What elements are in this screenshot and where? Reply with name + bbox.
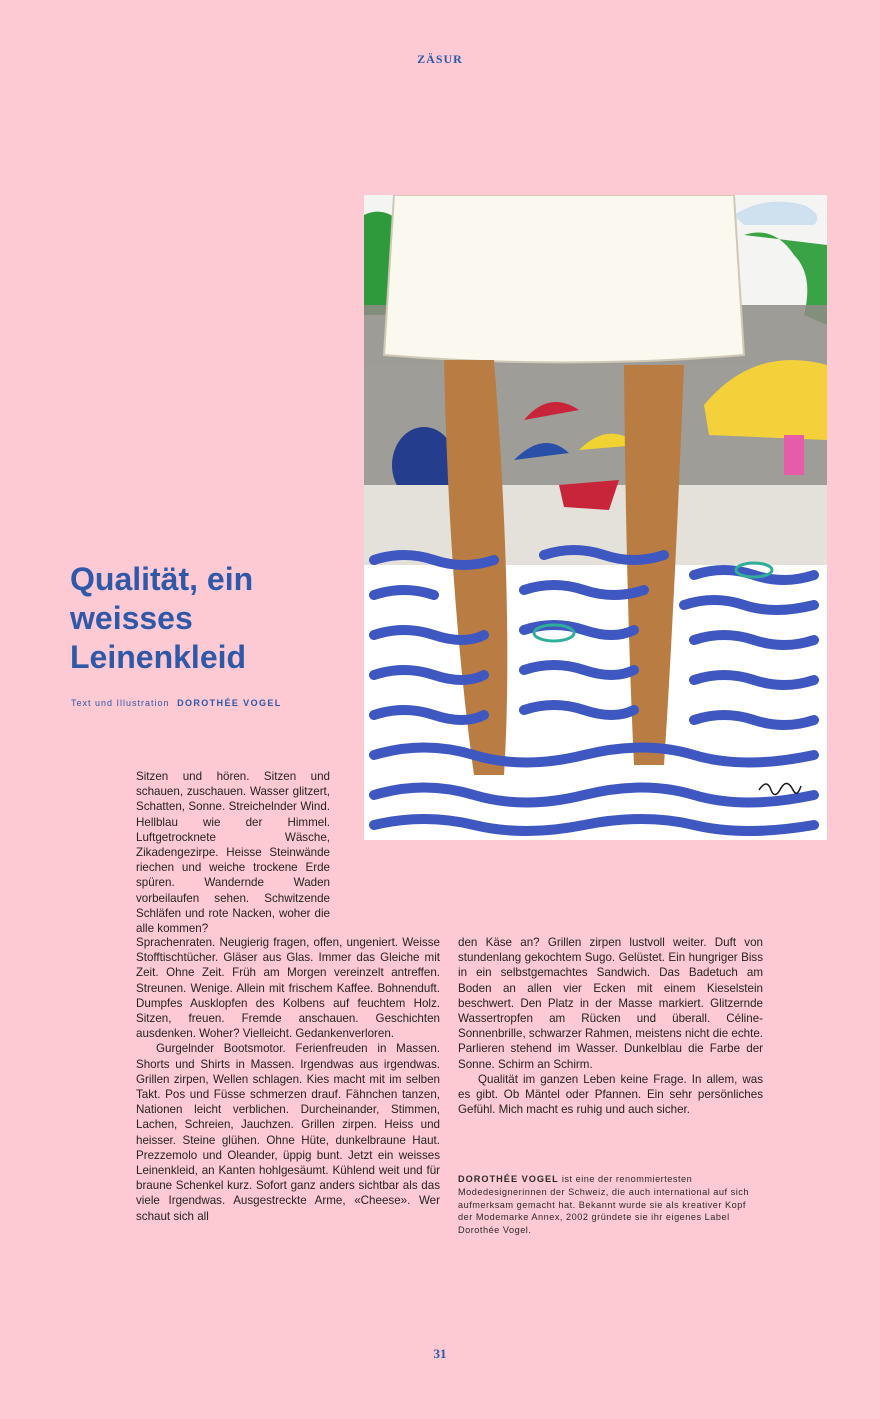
- body-paragraph: Qualität im ganzen Leben keine Frage. In allem, was es gibt. Ob Mäntel oder Pfannen. Ein sehr persönliches Gefühl. Mich macht es ruhig und auch sicher.: [458, 1072, 763, 1117]
- byline-author: DOROTHÉE VOGEL: [177, 698, 282, 708]
- body-column-2: [136, 935, 440, 1224]
- bio-text: ist eine der renommiertesten Modedesignerinnen der Schweiz, die auch international auf sich aufmerksam gemacht hat. Bekannt wurde sie als kreativer Kopf der Modemarke Annex, 2002 gründete sie ihr eigenes Label Dorothée Vogel.: [458, 1174, 749, 1236]
- author-bio: [458, 1173, 758, 1237]
- body-paragraph: Gurgelnder Bootsmotor. Ferienfreuden in Massen. Shorts und Shirts in Massen. Irgendwas aus irgendwas. Grillen zirpen, Wellen schlagen. Kies macht mit im selben Takt. Pos und Füsse schmerzen drauf. Fähnchen tanzen, Nationen leicht verblichen. Durcheinander, Stimmen, Lachen, Schreien, Jauchzen. Grillen zirpen. Heiss und heisser. Steine glühen. Ohne Hüte, dunkelbraune Haut. Prezzemolo und Oleander, üppig bunt. Jetzt ein weisses Leinenkleid, an Kanten hohlgesäumt. Kühlend weit und für braune Schenkel kurz. Sofort ganz anders sichtbar als das viele Irgendwas. Ausgestreckte Arme, «Cheese». Wer schaut sich all: [136, 1042, 440, 1223]
- body-paragraph: Sprachenraten. Neugierig fragen, offen, ungeniert. Weisse Stofftischtücher. Gläser aus Glas. Immer das Gleiche mit Zeit. Ohne Zeit. Früh am Morgen vereinzelt antreffen. Streunen. Wenige. Allein mit frischem Kaffee. Bohnenduft. Dumpfes Ausklopfen des Kolbens auf feuchtem Holz. Sitzen, freuen. Fremde anschauen. Geschichten ausdenken. Woher? Vielleicht. Gedankenverloren.: [136, 936, 440, 1041]
- byline-prefix: Text und Illustration: [71, 698, 170, 708]
- body-paragraph: den Käse an? Grillen zirpen lustvoll weiter. Duft von stundenlang gekochtem Sugo. Gelüstet. Ein hungriger Biss in ein selbstgemachtes Sandwich. Das Badetuch am Boden an allen vier Ecken mit einem Kieselstein beschwert. Den Platz in der Masse markiert. Glitzernde Wassertropfen am Rücken und überall. Céline-Sonnenbrille, schwarzer Rahmen, meistens nicht die echte. Parlieren stehend im Wasser. Dunkelblau die Farbe der Sonne. Schirm an Schirm.: [458, 936, 763, 1071]
- body-column-1: [136, 769, 330, 936]
- page-number: 31: [433, 1346, 447, 1361]
- body-column-3: [458, 935, 763, 1117]
- article-title: Qualität, ein weisses Leinenkleid: [70, 561, 254, 675]
- byline: [71, 698, 282, 708]
- section-label: ZÄSUR: [417, 52, 463, 66]
- beach-illustration: [364, 195, 827, 840]
- bio-name: DOROTHÉE VOGEL: [458, 1174, 559, 1184]
- body-paragraph: Sitzen und hören. Sitzen und schauen, zuschauen. Wasser glitzert, Schatten, Sonne. Streichelnder Wind. Hellblau wie der Himmel. Luftgetrocknete Wäsche, Zikadengezirpe. Heisse Steinwände riechen und weiche trockene Erde spüren. Wandernde Waden vorbeilaufen sehen. Schwitzende Schläfen und rote Nacken, woher die alle kommen?: [136, 770, 330, 936]
